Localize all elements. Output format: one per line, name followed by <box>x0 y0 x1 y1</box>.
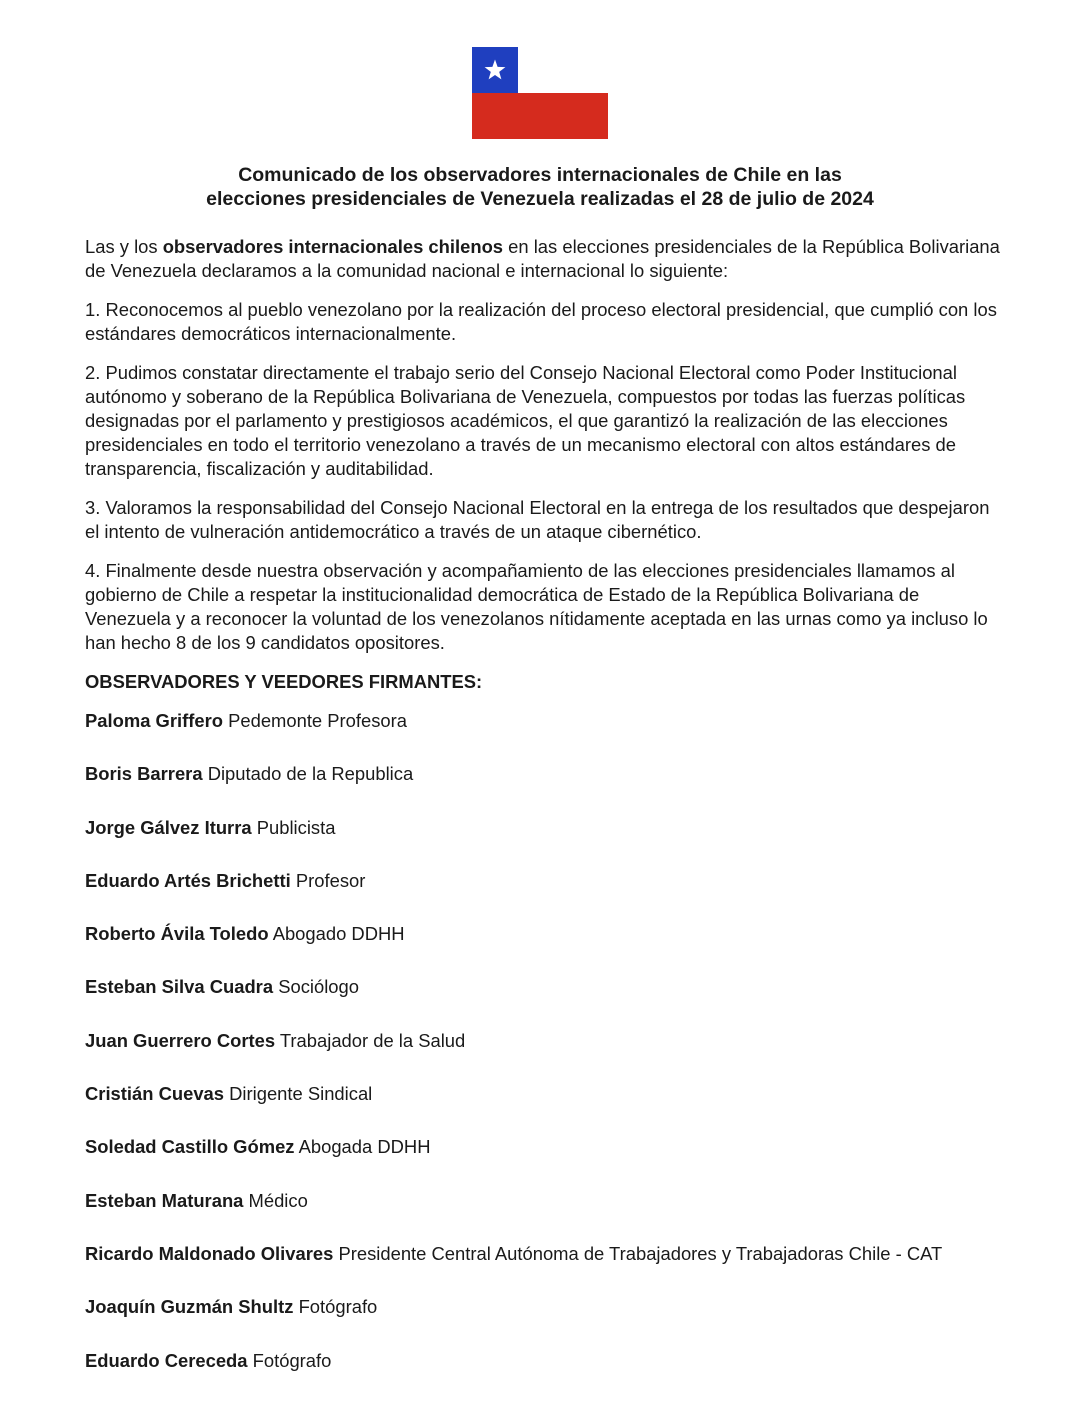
document-body <box>85 235 1005 1402</box>
signer-role: Abogada DDHH <box>298 1136 431 1158</box>
signer-name: Paloma Griffero <box>85 710 223 731</box>
signer-name: Eduardo Cereceda <box>85 1349 248 1371</box>
signer-item <box>85 1349 1005 1387</box>
intro-paragraph <box>85 235 1005 283</box>
point-1: 1. Reconocemos al pueblo venezolano por la realización del proceso electoral presidencial, que cumplió con los estándares democráticos internacionalmente. <box>85 299 997 344</box>
signer-item <box>85 816 1005 854</box>
signer-role: Sociólogo <box>278 976 359 998</box>
signer-role: Profesor <box>295 869 366 891</box>
signer-item <box>85 1189 1005 1227</box>
chile-flag-icon <box>472 47 608 139</box>
signers-heading: OBSERVADORES Y VEEDORES FIRMANTES: <box>85 671 483 692</box>
signer-item <box>85 762 1005 800</box>
signer-role: Diputado de la Republica <box>207 763 414 785</box>
signer-role: Dirigente Sindical <box>229 1083 373 1105</box>
signer-role: Pedemonte Profesora <box>228 710 407 731</box>
signer-name: Esteban Maturana <box>85 1189 244 1211</box>
signer-item <box>85 869 1005 907</box>
signer-name: Joaquín Guzmán Shultz <box>85 1296 294 1318</box>
signers-list <box>85 709 1005 1387</box>
signer-item <box>85 1082 1005 1120</box>
signer-item <box>85 922 1005 960</box>
title-line-1: Comunicado de los observadores internacionales de Chile en las <box>238 164 842 186</box>
signer-name: Esteban Silva Cuadra <box>85 976 274 998</box>
signer-name: Roberto Ávila Toledo <box>85 923 269 945</box>
signer-role: Trabajador de la Salud <box>279 1029 466 1051</box>
signer-item <box>85 1295 1005 1333</box>
point-3: 3. Valoramos la responsabilidad del Consejo Nacional Electoral en la entrega de los resultados que despejaron el intento de vulneración antidemocrático a través de un ataque cibernético. <box>85 497 990 542</box>
signer-role: Fotógrafo <box>252 1349 332 1371</box>
intro-bold: observadores internacionales chilenos <box>162 236 504 257</box>
signer-role: Abogado DDHH <box>272 923 405 945</box>
point-4: 4. Finalmente desde nuestra observación y acompañamiento de las elecciones presidenciales llamamos al gobierno de Chile a respetar la institucionalidad democrática de Estado de la República Bolivariana de Venezuela y a reconocer la voluntad de los venezolanos nítidamente aceptada en las urnas como ya incluso lo han hecho 8 de los 9 candidatos opositores. <box>85 560 988 653</box>
signer-item <box>85 975 1005 1013</box>
signer-role: Fotógrafo <box>298 1296 378 1318</box>
signer-name: Juan Guerrero Cortes <box>85 1029 276 1051</box>
signer-role: Presidente Central Autónoma de Trabajadores y Trabajadoras Chile - CAT <box>338 1242 943 1264</box>
signer-name: Soledad Castillo Gómez <box>85 1136 295 1158</box>
point-2: 2. Pudimos constatar directamente el trabajo serio del Consejo Nacional Electoral como Poder Institucional autónomo y soberano de la República Bolivariana de Venezuela, compuestos por todas las fuerzas políticas designadas por el parlamento y prestigiosos académicos, el que garantizó la realización de las elecciones presidenciales en todo el territorio venezolano a través de un mecanismo electoral con altos estándares de transparencia, fiscalización y auditabilidad. <box>85 362 966 479</box>
signer-item <box>85 1242 1005 1280</box>
signer-role: Médico <box>248 1189 308 1211</box>
signer-name: Cristián Cuevas <box>85 1083 225 1105</box>
document-title <box>60 163 1020 211</box>
signer-name: Ricardo Maldonado Olivares <box>85 1242 334 1264</box>
signer-item <box>85 709 1005 747</box>
signer-name: Eduardo Artés Brichetti <box>85 869 291 891</box>
intro-pre: Las y los <box>85 236 163 257</box>
intro-post: en las elecciones presidenciales de la República Bolivariana de Venezuela declaramos a la comunidad nacional e internacional lo siguiente: <box>85 236 1000 281</box>
title-line-2: elecciones presidenciales de Venezuela realizadas el 28 de julio de 2024 <box>206 188 874 210</box>
signer-item <box>85 1029 1005 1067</box>
signer-name: Jorge Gálvez Iturra <box>85 816 252 838</box>
signer-item <box>85 1135 1005 1173</box>
signer-role: Publicista <box>256 816 336 838</box>
signer-name: Boris Barrera <box>85 763 203 785</box>
